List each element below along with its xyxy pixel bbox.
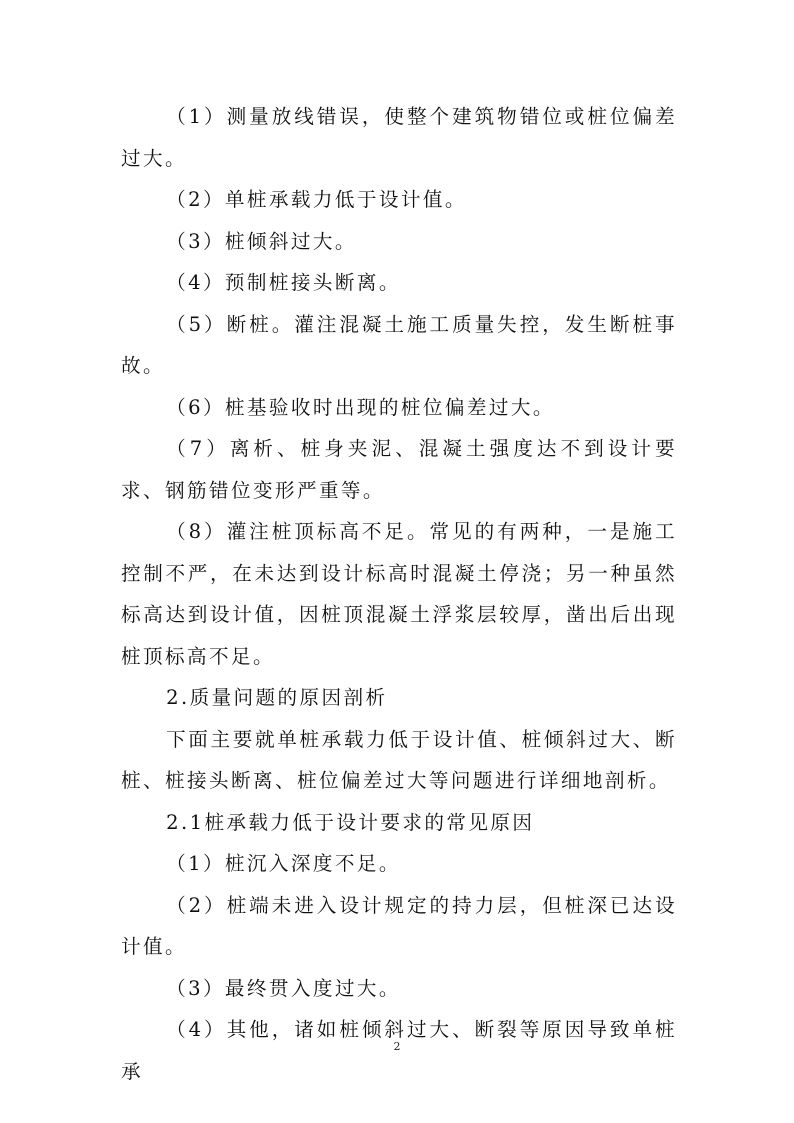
paragraph-segregation: （7）离析、桩身夹泥、混凝土强度达不到设计要求、钢筋错位变形严重等。 (121, 437, 677, 502)
paragraph-pile-tilt: （3）桩倾斜过大。 (166, 229, 357, 253)
paragraph-position-deviation: （6）桩基验收时出现的桩位偏差过大。 (166, 395, 555, 419)
paragraph-insufficient-depth: （1）桩沉入深度不足。 (166, 852, 401, 875)
body-text (121, 96, 677, 1092)
paragraph-penetration: （3）最终贯入度过大。 (166, 976, 401, 1000)
paragraph-bearing-capacity: （2）单桩承载力低于设计值。 (166, 188, 467, 211)
paragraph-broken-pile: （5）断桩。灌注混凝土施工质量失控，发生断桩事故。 (121, 312, 677, 377)
subsection-heading-capacity: 2.1桩承载力低于设计要求的常见原因 (166, 810, 535, 834)
paragraph-top-elevation: （8）灌注桩顶标高不足。常见的有两种，一是施工控制不严，在未达到设计标高时混凝土停浇；另一种虽然标高达到设计值，因桩顶混凝土浮浆层较厚，凿出后出现桩顶标高不足。 (121, 520, 677, 668)
section-heading-causes: 2.质量问题的原因剖析 (166, 686, 388, 709)
paragraph-other-causes: （4）其他，诸如桩倾斜过大、断裂等原因导致单桩承 (121, 1018, 677, 1083)
paragraph-joint-separation: （4）预制桩接头断离。 (166, 271, 401, 294)
paragraph-measurement-error: （1）测量放线错误，使整个建筑物错位或桩位偏差过大。 (121, 105, 677, 170)
page-number: 2 (393, 1040, 401, 1053)
paragraph-bearing-layer: （2）桩端未进入设计规定的持力层，但桩深已达设计值。 (121, 893, 677, 958)
paragraph-analysis-intro: 下面主要就单桩承载力低于设计值、桩倾斜过大、断桩、桩接头断离、桩位偏差过大等问题进行详细地剖析。 (121, 727, 677, 792)
